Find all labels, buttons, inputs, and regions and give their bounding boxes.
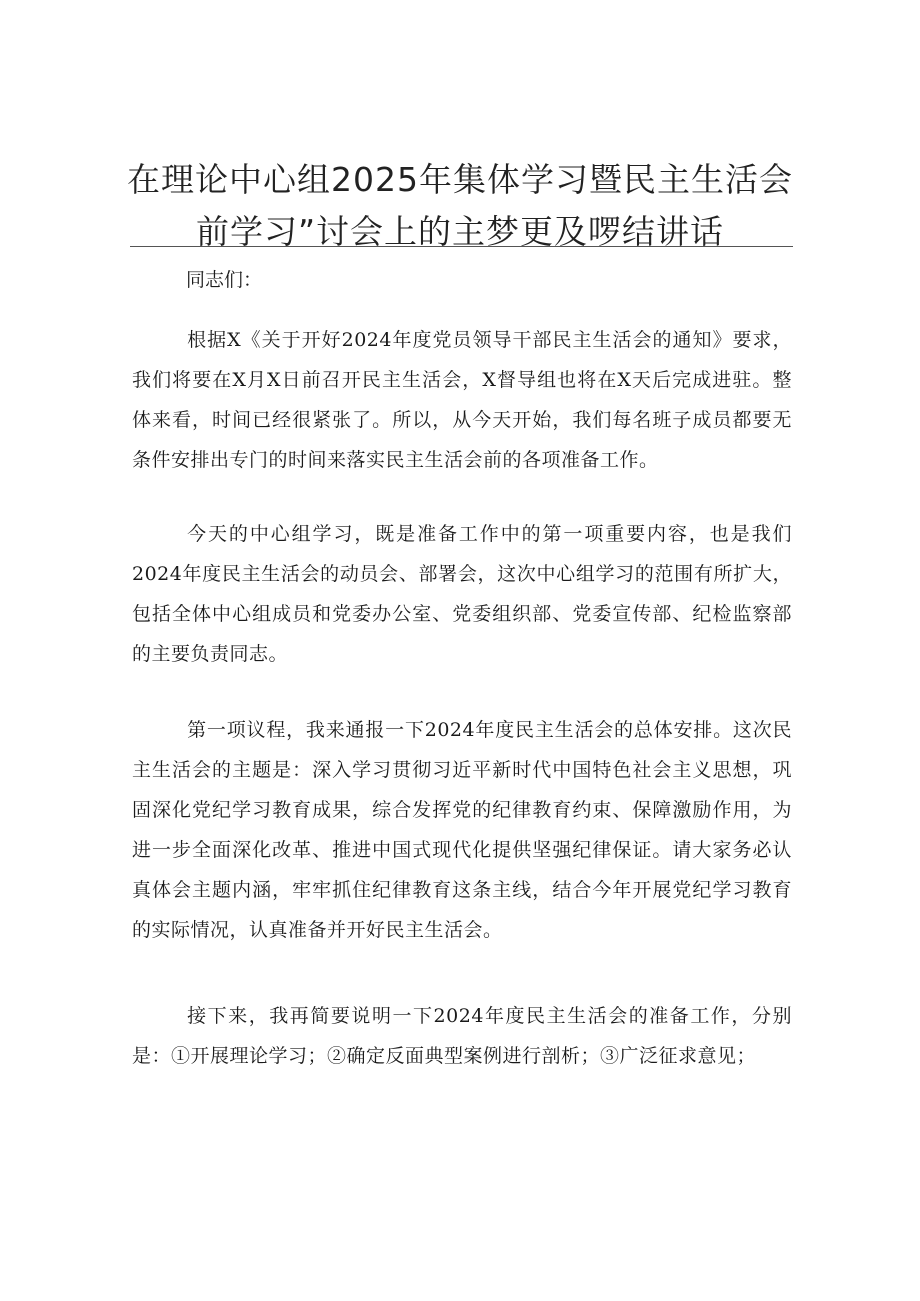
paragraph-1: 根据X《关于开好2024年度党员领导干部民主生活会的通知》要求，我们将要在X月X日前召开民主生活会，X督导组也将在X天后完成进驻。整体来看，时间已经很紧张了。所以，从今天开始，我们每名班子成员都要无条件安排出专门的时间来落实民主生活会前的各项准备工作。 [132,329,792,471]
salutation: 同志们： [186,269,263,291]
paragraph-3: 第一项议程，我来通报一下2024年度民主生活会的总体安排。这次民主生活会的主题是：深入学习贯彻习近平新时代中国特色社会主义思想，巩固深化党纪学习教育成果，综合发挥党的纪律教育约束、保障激励作用，为进一步全面深化改革、推进中国式现代化提供坚强纪律保证。请大家务必认真体会主题内涵，牢牢抓住纪律教育这条主线，结合今年开展党纪学习教育的实际情况，认真准备并开好民主生活会。 [132,719,792,941]
document-title-line-2: 前学习”讨会上的主梦更及啰结讲话 [195,212,725,251]
paragraph-4: 接下来，我再简要说明一下2024年度民主生活会的准备工作，分别是：①开展理论学习；②确定反面典型案例进行剖析；③广泛征求意见； [132,1005,792,1067]
document-title-line-1: 在理论中心组2025年集体学习暨民主生活会 [127,160,793,199]
title-underline [130,246,793,247]
paragraph-2: 今天的中心组学习，既是准备工作中的第一项重要内容，也是我们2024年度民主生活会的动员会、部署会，这次中心组学习的范围有所扩大，包括全体中心组成员和党委办公室、党委组织部、党委宣传部、纪检监察部的主要负责同志。 [132,523,792,665]
